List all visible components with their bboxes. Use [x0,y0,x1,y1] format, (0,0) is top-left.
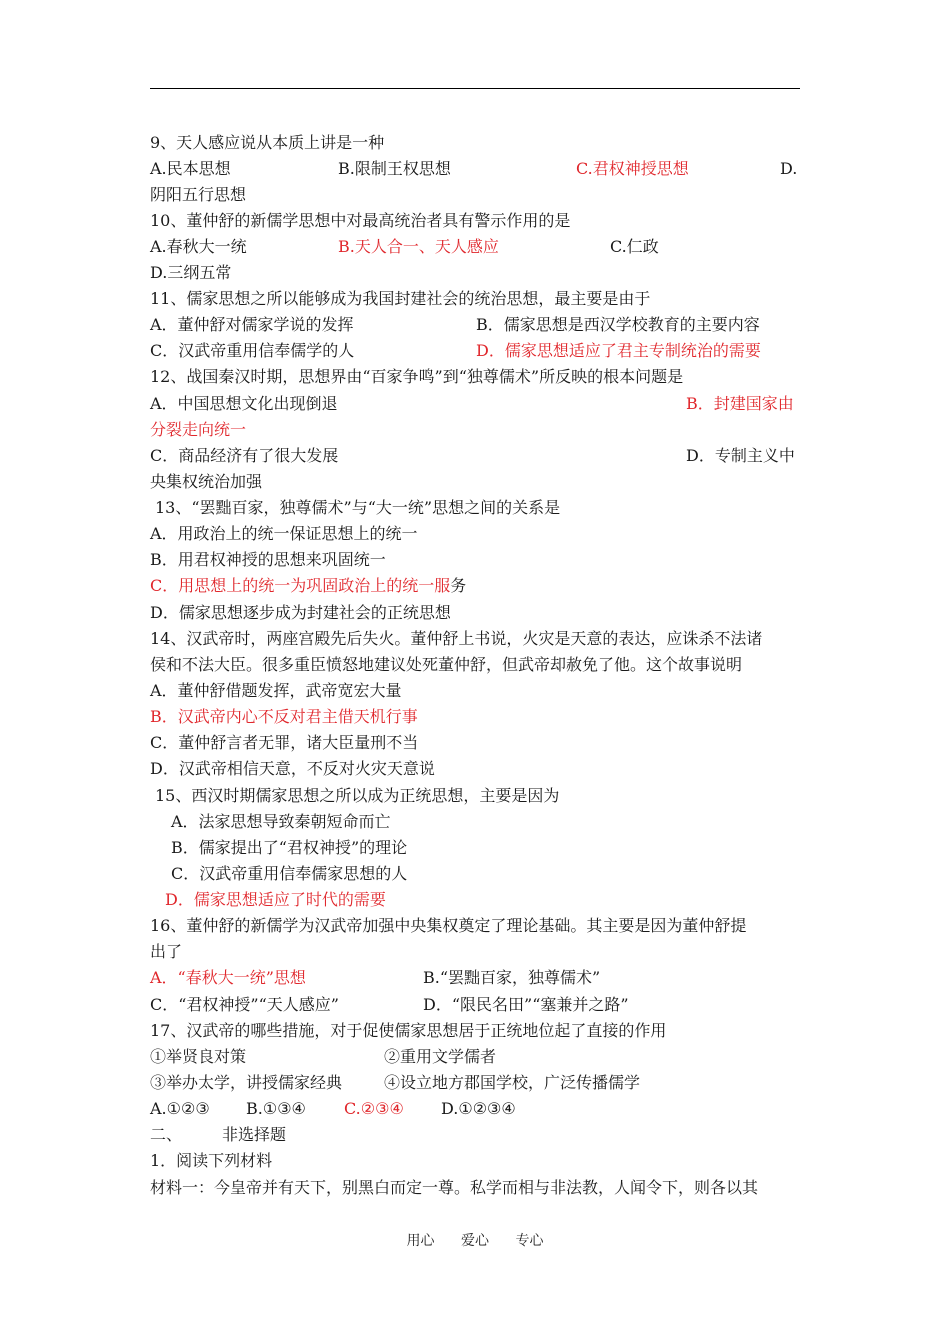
q12-option-c: C．商品经济有了很大发展 [150,446,339,465]
q15-option-a: A．法家思想导致秦朝短命而亡 [171,812,391,831]
q9-option-b: B.限制王权思想 [338,159,451,178]
q9-option-a: A.民本思想 [150,159,231,178]
q12-option-b-answer-cont: 分裂走向统一 [150,420,247,439]
q16-option-b: B.“罢黜百家，独尊儒术” [423,968,601,987]
q14-option-b-answer: B．汉武帝内心不反对君主借天机行事 [150,707,418,726]
q17-option-a: A.①②③ [150,1099,210,1118]
q16-option-d: D．“限民名田”“塞兼并之路” [423,995,629,1014]
q13-option-c-tail: 务 [450,576,467,595]
q11-option-b: B．儒家思想是西汉学校教育的主要内容 [476,315,760,334]
q17-item-1: ①举贤良对策 [150,1047,247,1066]
q14-stem-line1: 14、汉武帝时，两座宫殿先后失火。董仲舒上书说，火灾是天意的表达，应诛杀不法诸 [150,629,763,648]
footer-word-2: 爱心 [461,1233,489,1249]
q16-option-a-answer: A．“春秋大一统”思想 [150,968,306,987]
item1-heading: 1．阅读下列材料 [150,1151,273,1170]
q9-option-c-answer: C.君权神授思想 [576,159,689,178]
q17-item-4: ④设立地方郡国学校，广泛传播儒学 [384,1073,641,1092]
q17-option-c-answer: C.②③④ [344,1099,404,1118]
q16-stem-line2: 出了 [150,942,183,961]
page-footer [0,1230,950,1250]
q9-option-d: D. [780,159,798,178]
q10-stem: 10、董仲舒的新儒学思想中对最高统治者具有警示作用的是 [150,211,571,230]
section2-title: 非选择题 [222,1125,287,1144]
q15-stem: 15、西汉时期儒家思想之所以成为正统思想，主要是因为 [155,786,560,805]
q12-option-b-answer: B．封建国家由 [686,394,794,413]
footer-word-3: 专心 [515,1233,544,1249]
section2-number: 二、 [150,1125,183,1144]
q12-option-d: D．专制主义中 [686,446,795,465]
footer-word-1: 用心 [406,1233,435,1249]
q17-item-2: ②重用文学儒者 [384,1047,497,1066]
q11-option-d-answer: D．儒家思想适应了君主专制统治的需要 [476,341,761,360]
q13-option-c-answer [150,576,466,596]
q15-option-c: C．汉武帝重用信奉儒家思想的人 [171,864,408,883]
q11-stem: 11、儒家思想之所以能够成为我国封建社会的统治思想，最主要是由于 [150,289,651,308]
q10-option-b-answer: B.天人合一、天人感应 [338,237,499,256]
q16-stem-line1: 16、董仲舒的新儒学为汉武帝加强中央集权奠定了理论基础。其主要是因为董仲舒提 [150,916,747,935]
q10-option-d: D.三纲五常 [150,263,232,282]
header-rule [150,88,800,89]
q14-option-c: C．董仲舒言者无罪，诸大臣量刑不当 [150,733,419,752]
q9-option-d-text: 阴阳五行思想 [150,185,247,204]
q11-option-a: A．董仲舒对儒家学说的发挥 [150,315,354,334]
q14-option-d: D．汉武帝相信天意，不反对火灾天意说 [150,759,435,778]
q10-option-c: C.仁政 [610,237,659,256]
q10-option-a: A.春秋大一统 [150,237,247,256]
q13-option-b: B．用君权神授的思想来巩固统一 [150,550,386,569]
q16-option-c: C．“君权神授”“天人感应” [150,995,339,1014]
q13-stem: 13、“罢黜百家，独尊儒术”与“大一统”思想之间的关系是 [155,498,561,517]
q12-option-a: A．中国思想文化出现倒退 [150,394,338,413]
material1-text: 材料一：今皇帝并有天下，别黑白而定一尊。私学而相与非法教，人闻令下，则各以其 [150,1178,759,1197]
q13-option-a: A．用政治上的统一保证思想上的统一 [150,524,418,543]
q13-option-d: D．儒家思想逐步成为封建社会的正统思想 [150,603,451,622]
q17-stem: 17、汉武帝的哪些措施，对于促使儒家思想居于正统地位起了直接的作用 [150,1021,667,1040]
q9-stem: 9、天人感应说从本质上讲是一种 [150,133,385,152]
q14-stem-line2: 侯和不法大臣。很多重臣愤怒地建议处死董仲舒，但武帝却赦免了他。这个故事说明 [150,655,743,674]
q13-option-c-red-text: C．用思想上的统一为巩固政治上的统一服 [150,576,451,595]
q14-option-a: A．董仲舒借题发挥，武帝宽宏大量 [150,681,402,700]
q15-option-d-answer: D．儒家思想适应了时代的需要 [165,890,386,909]
q11-option-c: C．汉武帝重用信奉儒学的人 [150,341,355,360]
q12-stem: 12、战国秦汉时期，思想界由“百家争鸣”到“独尊儒术”所反映的根本问题是 [150,367,684,386]
q17-option-b: B.①③④ [246,1099,306,1118]
q15-option-b: B．儒家提出了“君权神授”的理论 [171,838,408,857]
q12-option-d-cont: 央集权统治加强 [150,472,263,491]
q17-item-3: ③举办太学，讲授儒家经典 [150,1073,343,1092]
q17-option-d: D.①②③④ [441,1099,516,1118]
